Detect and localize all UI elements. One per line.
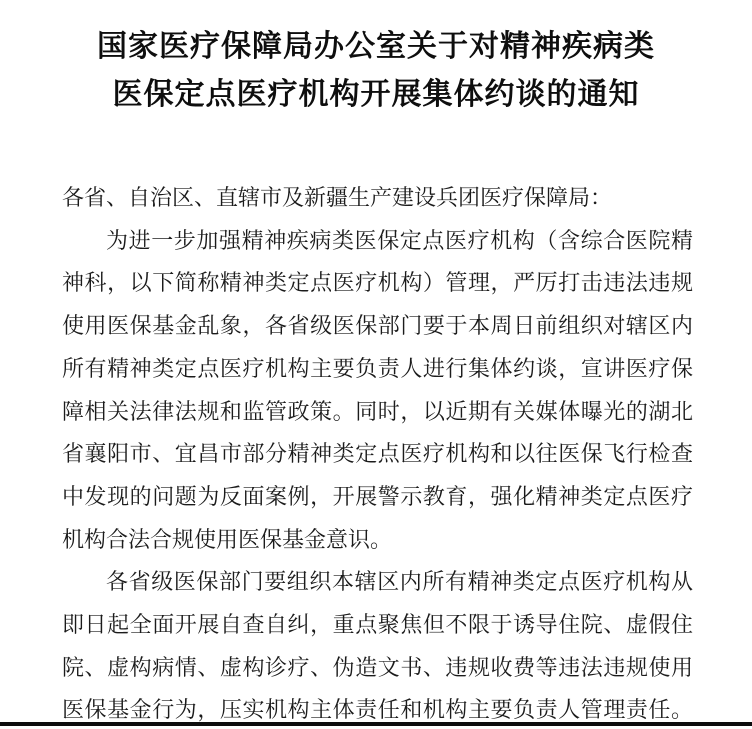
- page-bottom-divider: [0, 722, 752, 726]
- body-line: 机构合法合规使用医保基金意识。: [62, 526, 393, 552]
- document-body: [62, 177, 693, 729]
- body-line: 使用医保基金乱象，各省级医保部门要于本周日前组织对辖区内: [62, 313, 693, 339]
- salutation-line: 各省、自治区、直辖市及新疆生产建设兵团医疗保障局：: [62, 185, 613, 210]
- document-title-line-2: 医保定点医疗机构开展集体约谈的通知: [112, 78, 640, 111]
- body-line: 即日起全面开展自查自纠，重点聚焦但不限于诱导住院、虚假住: [62, 612, 693, 638]
- paragraph-2: [62, 561, 693, 729]
- body-line: 障相关法律法规和监管政策。同时，以近期有关媒体曝光的湖北: [62, 398, 693, 424]
- body-line: 中发现的问题为反面案例，开展警示教育，强化精神类定点医疗: [62, 483, 693, 509]
- body-line: 院、虚构病情、虚构诊疗、伪造文书、违规收费等违法违规使用: [62, 654, 693, 680]
- body-line: 为进一步加强精神疾病类医保定点医疗机构（含综合医院精: [106, 227, 693, 253]
- body-line: 所有精神类定点医疗机构主要负责人进行集体约谈，宣讲医疗保: [62, 355, 693, 381]
- body-line: 医保基金行为，压实机构主体责任和机构主要负责人管理责任。: [62, 697, 693, 723]
- body-line: 各省级医保部门要组织本辖区内所有精神类定点医疗机构从: [106, 569, 693, 595]
- document-title: [0, 23, 752, 119]
- document-title-line-1: 国家医疗保障局办公室关于对精神疾病类: [97, 30, 655, 63]
- paragraph-1: [62, 220, 693, 562]
- body-line: 省襄阳市、宜昌市部分精神类定点医疗机构和以往医保飞行检查: [62, 441, 693, 467]
- body-line: 神科，以下简称精神类定点医疗机构）管理，严厉打击违法违规: [62, 270, 693, 296]
